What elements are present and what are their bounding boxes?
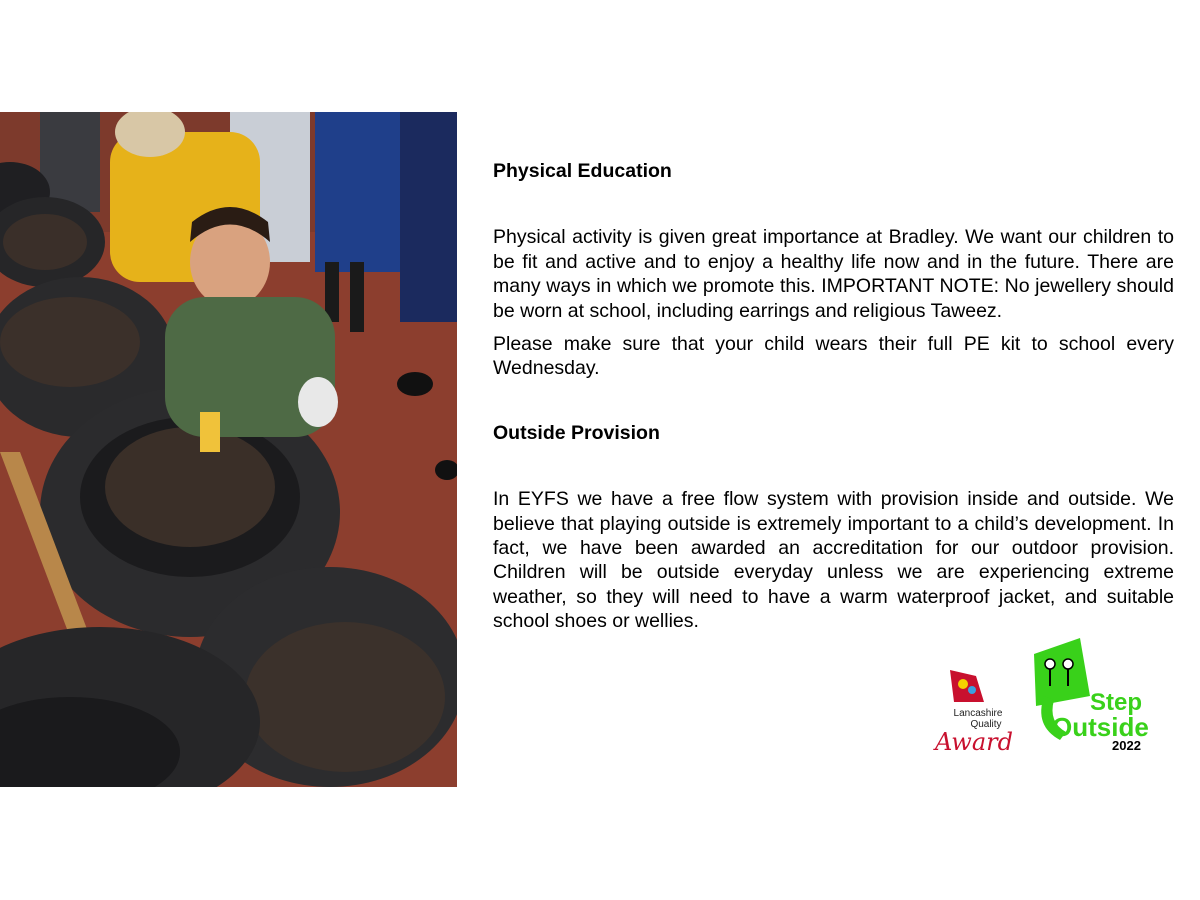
pe-kit-paragraph: Please make sure that your child wears their full PE kit to school every Wednesday. — [493, 333, 1174, 380]
outside-text: Outside — [1052, 712, 1149, 742]
physical-education-heading: Physical Education — [493, 160, 672, 182]
lancashire-text: Lancashire — [953, 708, 1003, 719]
step-outside-2022-logo — [1030, 636, 1162, 756]
step-text: Step — [1090, 689, 1143, 716]
outside-provision-heading: Outside Provision — [493, 421, 660, 444]
quality-text: Quality — [970, 719, 1002, 730]
content-column — [493, 156, 1174, 634]
outside-provision-paragraph: In EYFS we have a free flow system with provision inside and outside. We believe that playing outside is extremely important to a child’s development. In fact, we have been awarded an accreditation for our outdoor provision. Children will be outside everyday unless we are experiencing extreme weather, so they will need to have a warm waterproof jacket, and suitable school shoes or wellies. — [493, 488, 1174, 633]
year-text: 2022 — [1112, 738, 1141, 753]
award-logos — [930, 636, 1162, 756]
children-gardening-photo — [0, 112, 457, 787]
physical-education-paragraph: Physical activity is given great importance at Bradley. We want our children to be fit and active and to enjoy a healthy life now and in the future. There are many ways in which we promote this. IMPORTANT NOTE: No jewellery should be worn at school, including earrings and religious Taweez. — [493, 226, 1174, 322]
lancashire-quality-award-logo — [930, 666, 1022, 756]
award-text: Award — [935, 728, 1013, 756]
